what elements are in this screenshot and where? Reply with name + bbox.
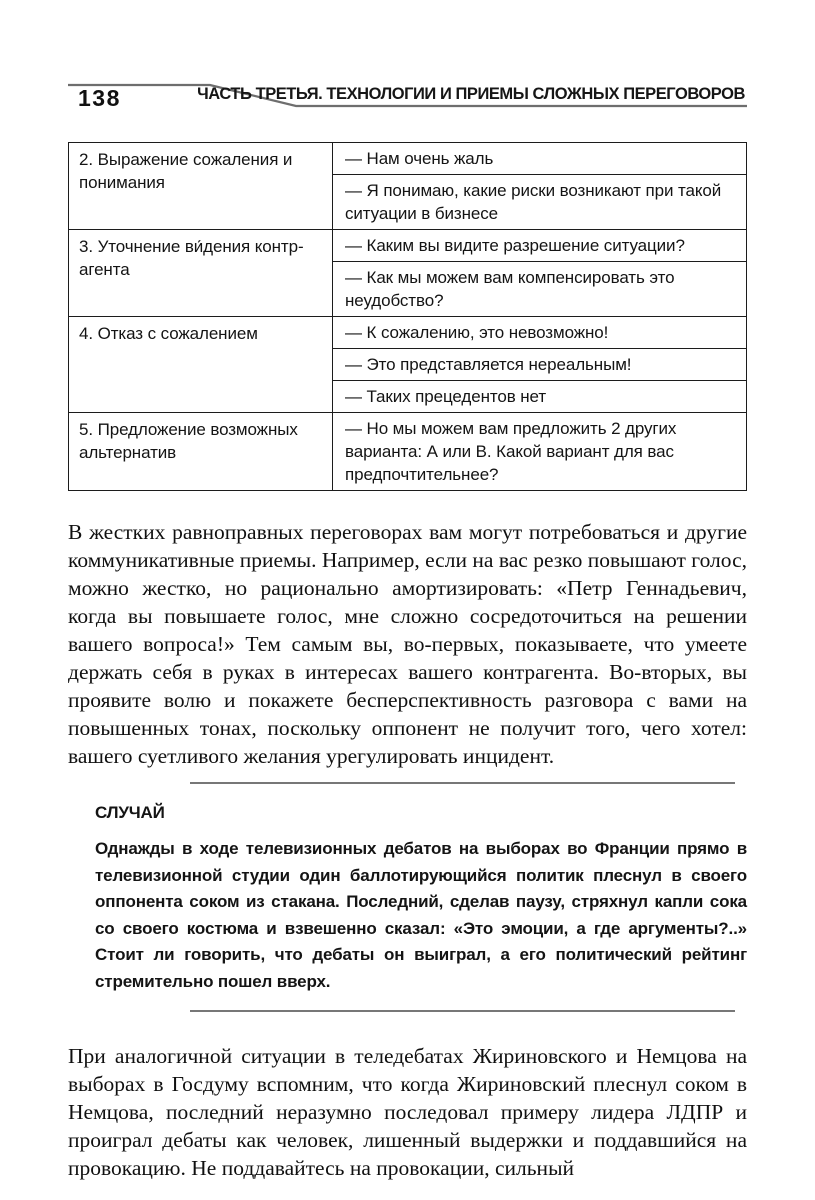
body-paragraph-1: В жестких равноправных переговорах вам могут потребоваться и другие коммуникативные приемы. Например, если на вас резко повышают голос, можно жестко, но рационально амортизировать: «Петр Геннадьевич, когда вы повышаете голос, мне сложно сосредоточиться на решении вашего вопроса!» Тем самым вы, во-первых, показываете, что умеете держать себя в руках в интересах вашего контрагента. Во-вторых, вы проявите волю и покажете бесперспективность разговора с вами на повышенных тонах, поскольку оппонент не получит того, чего хотел: вашего суетливого желания урегулировать инцидент. (68, 520, 747, 768)
response-phrases-table (68, 142, 747, 491)
table-row (69, 412, 746, 490)
table-phrase: — К сожалению, это невозможно! (345, 323, 609, 342)
table-cell-label: 4. Отказ с сожалением (69, 317, 333, 412)
case-title: СЛУЧАЙ (95, 803, 165, 823)
table-row (69, 143, 746, 229)
table-phrase: — Таких прецедентов нет (333, 380, 746, 412)
table-phrase: — Но мы можем вам предложить 2 других варианта: А или В. Какой вариант для вас предпочтительнее? (345, 419, 677, 484)
table-phrase: — Я понимаю, какие риски возникают при такой ситуации в бизнесе (333, 174, 746, 229)
table-phrase: — Нам очень жаль (345, 149, 494, 168)
body-paragraph-2: При аналогичной ситуации в теледебатах Жириновского и Немцова на выборах в Госдуму вспомним, что когда Жириновский плеснул соком в Немцова, последний неразумно последовал примеру лидера ЛДПР и проиграл дебаты как человек, лишенный выдержки и поддавшийся на провокацию. Не поддавайтесь на провокации, сильный (68, 1044, 747, 1181)
table-phrase: — Это представляется нереальным! (333, 348, 746, 380)
table-cell-phrases (333, 143, 746, 229)
case-divider-top (190, 782, 735, 784)
page-header (68, 78, 747, 112)
table-phrase: — Как мы можем вам компенсировать это неудобство? (333, 261, 746, 316)
page-content (68, 78, 747, 1182)
case-block (95, 803, 747, 995)
table-cell-label: 3. Уточнение ви́дения контр-агента (69, 230, 333, 316)
table-cell-phrases (333, 230, 746, 316)
case-text: Однажды в ходе телевизионных дебатов на выборах во Франции прямо в телевизионной студии один баллотирующийся политик плеснул в своего оппонента соком из стакана. Последний, сделав паузу, стряхнул капли сока со своего костюма и взвешенно сказал: «Это эмоции, а где аргументы?..» Стоит ли говорить, что дебаты он выиграл, а его политический рейтинг стремительно пошел вверх. (95, 839, 747, 991)
case-divider-bottom (190, 1010, 735, 1012)
table-cell-phrases (333, 317, 746, 412)
running-header-title: ЧАСТЬ ТРЕТЬЯ. ТЕХНОЛОГИИ И ПРИЕМЫ СЛОЖНЫХ ПЕРЕГОВОРОВ (197, 85, 745, 103)
table-cell-label: 5. Предложение возможных альтернатив (69, 413, 333, 490)
table-cell-phrases (333, 413, 746, 490)
table-row (69, 229, 746, 316)
page-number: 138 (78, 85, 121, 111)
table-row (69, 316, 746, 412)
table-phrase: — Каким вы видите разрешение ситуации? (345, 236, 685, 255)
table-cell-label: 2. Выражение сожаления и понимания (69, 143, 333, 229)
